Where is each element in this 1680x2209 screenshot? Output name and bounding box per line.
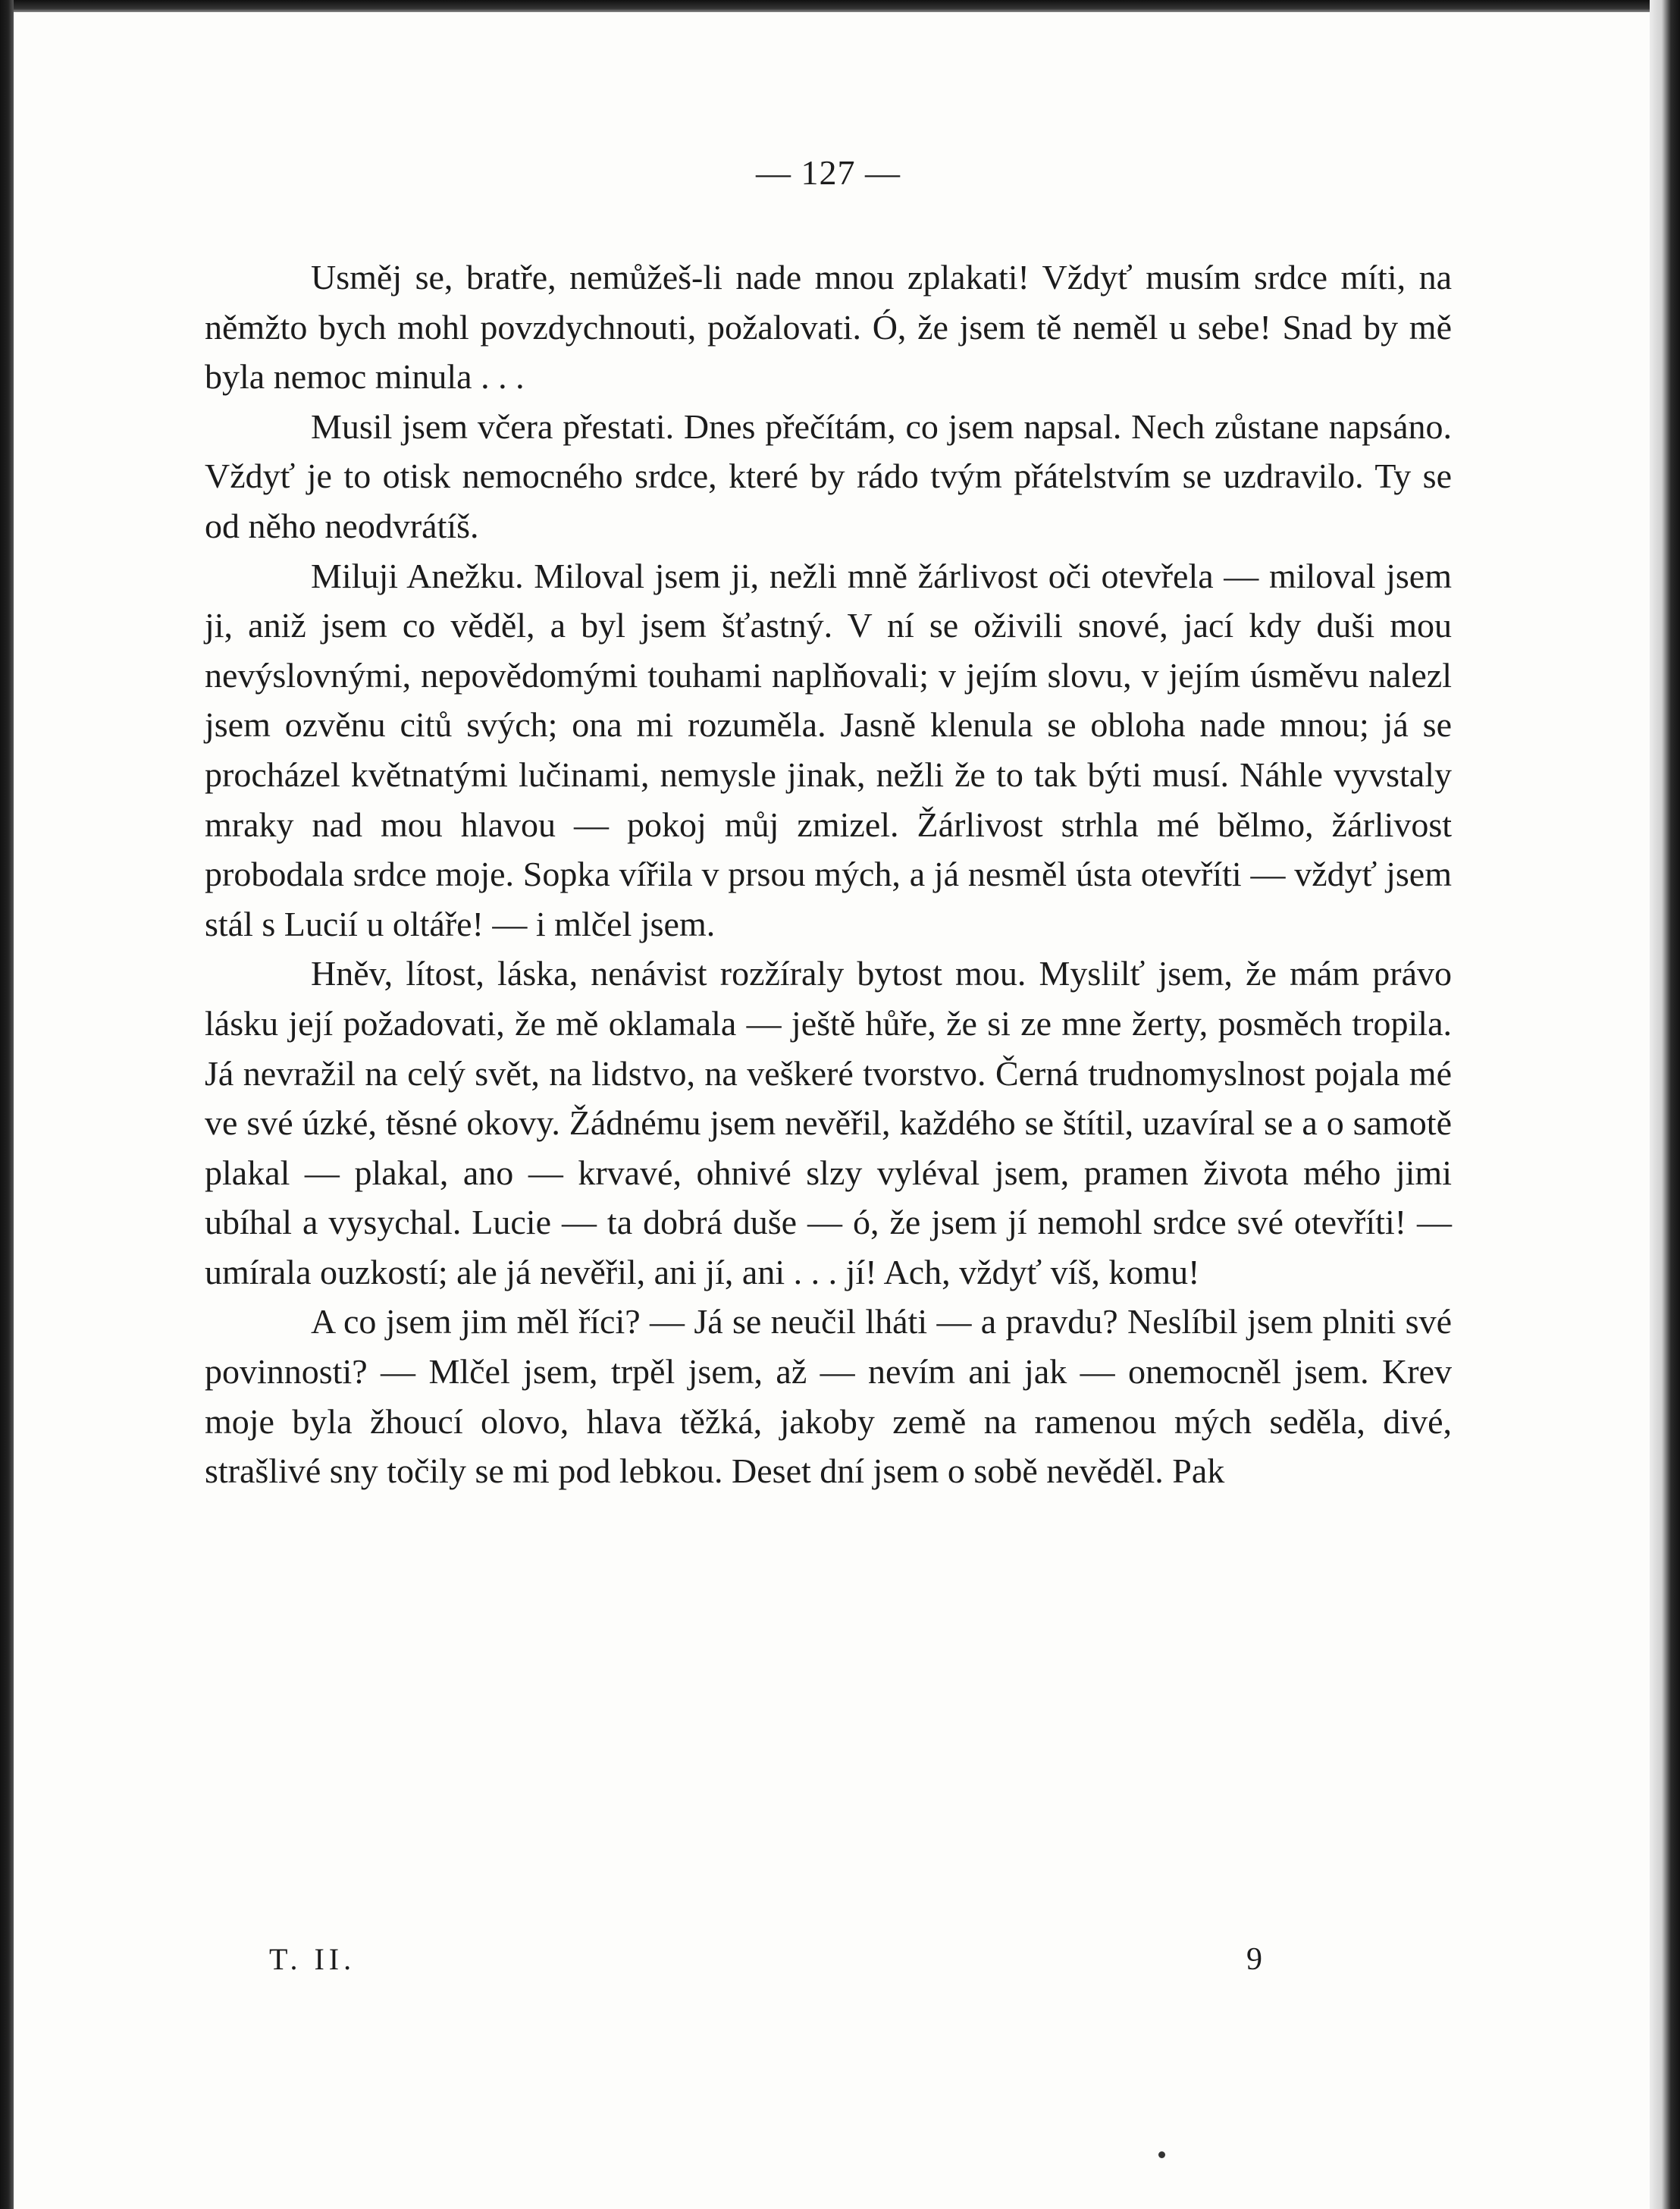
sheet-number: 9 (1246, 1942, 1262, 1977)
paragraph: Miluji Anežku. Miloval jsem ji, nežli mně žárlivost oči otevřela — miloval jsem ji, aniž jsem co věděl, a byl jsem šťastný. V ní se oživili snové, jací kdy duši mou nevýslovnými, nepovědomými touhami naplňovali; v jejím slovu, v jejím úsměvu nalezl jsem ozvěnu citů svých; ona mi rozuměla. Jasně klenula se obloha nade mnou; já se procházel květnatými lučinami, nemysle jinak, nežli že to tak býti musí. Náhle vyvstaly mraky nad mou hlavou — pokoj můj zmizel. Žárlivost strhla mé bělmo, žárlivost probodala srdce moje. Sopka vířila v prsou mých, a já nesměl ústa otevříti — vždyť jsem stál s Lucií u oltáře! — i mlčel jsem. (205, 556, 1452, 943)
scan-border-left (0, 0, 14, 2209)
signature-mark: T. II. (269, 1942, 356, 1976)
scan-border-top (0, 0, 1680, 12)
scan-border-right (1650, 0, 1680, 2209)
paragraph: A co jsem jim měl říci? — Já se neučil lháti — a pravdu? Neslíbil jsem plniti své povinnosti? — Mlčel jsem, trpěl jsem, až — nevím ani jak — onemocněl jsem. Krev moje byla žhoucí olovo, hlava těžká, jakoby země na ramenou mých seděla, divé, strašlivé sny točily se mi pod lebkou. Deset dní jsem o sobě nevěděl. Pak (205, 1302, 1452, 1491)
page-body (205, 155, 1452, 1496)
ink-speck (1158, 2151, 1165, 2158)
paragraph: Hněv, lítost, láska, nenávist rozžíraly bytost mou. Myslilť jsem, že mám právo lásku její požadovati, že mě oklamala — ještě hůře, že si ze mne žerty, posměch tropila. Já nevražil na celý svět, na lidstvo, na veškeré tvorstvo. Černá trudnomyslnost pojala mé ve své úzké, těsné okovy. Žádnému jsem nevěřil, každého se štítil, uzavíral se a o samotě plakal — plakal, ano — krvavé, ohnivé slzy vyléval jsem, pramen života mého jimi ubíhal a vysychal. Lucie — ta dobrá duše — ó, že jsem jí nemohl srdce své otevříti! — umírala ouzkostí; ale já nevěřil, ani jí, ani . . . jí! Ach, vždyť víš, komu! (205, 954, 1452, 1291)
page-number: — 127 — (756, 153, 901, 192)
paragraph: Usměj se, bratře, nemůžeš-li nade mnou zplakati! Vždyť musím srdce míti, na němžto bych mohl povzdychnouti, požalovati. Ó, že jsem tě neměl u sebe! Snad by mě byla nemoc minula . . . (205, 258, 1452, 397)
paragraph: Musil jsem včera přestati. Dnes přečítám, co jsem napsal. Nech zůstane napsáno. Vždyť je to otisk nemocného srdce, které by rádo tvým přátelstvím se uzdravilo. Ty se od něho neodvrátíš. (205, 406, 1452, 545)
